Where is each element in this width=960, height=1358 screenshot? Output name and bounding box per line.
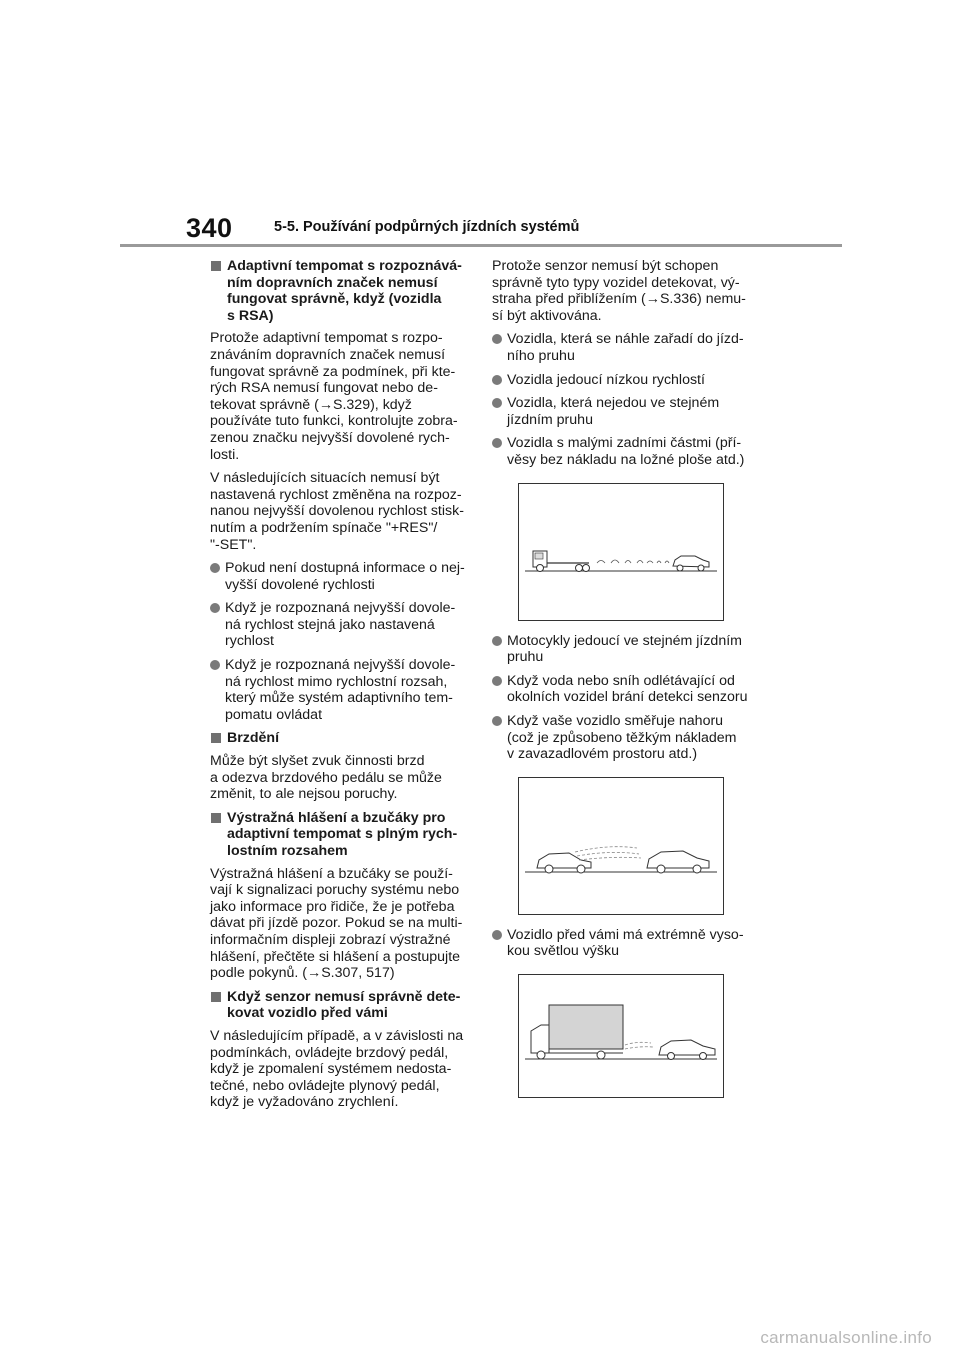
list-item-text: Vozidlo před vámi má extrémně vyso- kou světlou výšku [507, 926, 744, 960]
paragraph: V následujícím případě, a v závislosti na podmínkách, ovládejte brzdový pedál, když je zpomalení systémem nedosta- tečné, nebo ovládejte plynový pedál, když je vyžadováno zrychlení. [210, 1027, 464, 1111]
paragraph: Může být slyšet zvuk činnosti brzd a odezva brzdového pedálu se může změnit, to ale nejsou poruchy. [210, 753, 442, 803]
round-bullet-icon [210, 563, 220, 573]
list-item [492, 713, 758, 763]
list-item [210, 600, 478, 650]
list-item-text: Vozidla s malými zadními částmi (pří- věsy bez nákladu na ložné ploše atd.) [507, 435, 745, 468]
list-item [492, 435, 758, 468]
list-item [210, 560, 478, 593]
round-bullet-icon [492, 676, 502, 686]
list-item [492, 372, 758, 389]
heading-text: Když senzor nemusí správně dete- kovat vozidlo před vámi [227, 988, 461, 1022]
heading-text: Brzdění [227, 730, 280, 747]
uphill-illustration [519, 778, 723, 914]
list-item-text: Když je rozpoznaná nejvyšší dovole- ná rychlost mimo rychlostní rozsah, který může systém adaptivního tem- pomatu ovládat [225, 657, 456, 723]
round-bullet-icon [492, 334, 502, 344]
figure-uphill [518, 777, 724, 915]
header-divider [120, 244, 842, 247]
trailer-illustration [519, 484, 723, 620]
page-number: 340 [186, 213, 233, 243]
round-bullet-icon [492, 930, 502, 940]
figure-trailer [518, 483, 724, 621]
heading-braking [210, 730, 478, 747]
paragraph: Protože adaptivní tempomat s rozpo- znáváním dopravních značek nemusí fungovat správně za podmínek, při kte- rých RSA nemusí fungovat nebo de- tekovat správně (→S.329), když používáte tuto funkci, kontrolujte zobra- zenou značku nejvyšší dovolené rych- losti. [210, 330, 458, 463]
list-item-text: Když je rozpoznaná nejvyšší dovole- ná rychlost stejná jako nastavená rychlost [225, 600, 456, 650]
list-item [492, 673, 758, 706]
list-item [210, 657, 478, 723]
paragraph: V následujících situacích nemusí být nastavená rychlost změněna na rozpoz- nanou nejvyšší dovolenou rychlost stisk- nutím a podržením spínače "+RES"/ "-SET". [210, 470, 464, 553]
paragraph: Protože senzor nemusí být schopen správně tyto typy vozidel detekovat, vý- straha před přiblížením (→S.336) nemu- sí být aktivována. [492, 258, 746, 324]
heading-rsa [210, 258, 478, 324]
square-bullet-icon [211, 261, 221, 271]
square-bullet-icon [211, 992, 221, 1002]
list-item-text: Když vaše vozidlo směřuje nahoru (což je způsobeno těžkým nákladem v zavazadlovém prostoru atd.) [507, 712, 737, 763]
square-bullet-icon [211, 813, 221, 823]
left-column [210, 258, 478, 1118]
heading-text: Adaptivní tempomat s rozpoznává- ním dopravních značek nemusí fungovat správně, když (vozidla s RSA) [227, 258, 462, 324]
heading-sensor [210, 989, 478, 1022]
list-item-text: Vozidla jedoucí nízkou rychlostí [507, 371, 705, 388]
list-item-text: Pokud není dostupná informace o nej- vyšší dovolené rychlosti [225, 560, 465, 593]
list-item-text: Když voda nebo sníh odlétávající od okolních vozidel brání detekci senzoru [507, 672, 748, 706]
figure-truck [518, 974, 724, 1098]
round-bullet-icon [210, 603, 220, 613]
list-item-text: Vozidla, která se náhle zařadí do jízd- ního pruhu [507, 331, 744, 364]
list-item [492, 927, 758, 960]
round-bullet-icon [492, 398, 502, 408]
square-bullet-icon [211, 733, 221, 743]
list-item [492, 331, 758, 364]
list-item [492, 633, 758, 666]
right-column [492, 258, 758, 1110]
paragraph: Výstražná hlášení a bzučáky se použí- vají k signalizaci poruchy systému nebo jako informace pro řidiče, že je potřeba dávat při jízdě pozor. Pokud se na multi- informačním displeji zobrazí výstražné hlášení, přečtěte si hlášení a postupujte podle pokynů. (→S.307, 517) [210, 865, 463, 982]
round-bullet-icon [492, 438, 502, 448]
round-bullet-icon [492, 716, 502, 726]
heading-text: Výstražná hlášení a bzučáky pro adaptivní tempomat s plným rych- lostním rozsahem [227, 809, 458, 859]
list-item-text: Motocykly jedoucí ve stejném jízdním pruhu [507, 632, 742, 666]
heading-warnings [210, 810, 478, 860]
watermark: carmanualsonline.info [760, 1328, 932, 1347]
truck-illustration [519, 975, 723, 1097]
round-bullet-icon [210, 660, 220, 670]
section-title: 5-5. Používání podpůrných jízdních systémů [274, 219, 580, 235]
list-item [492, 395, 758, 428]
round-bullet-icon [492, 636, 502, 646]
round-bullet-icon [492, 375, 502, 385]
list-item-text: Vozidla, která nejedou ve stejném jízdním pruhu [507, 395, 720, 428]
